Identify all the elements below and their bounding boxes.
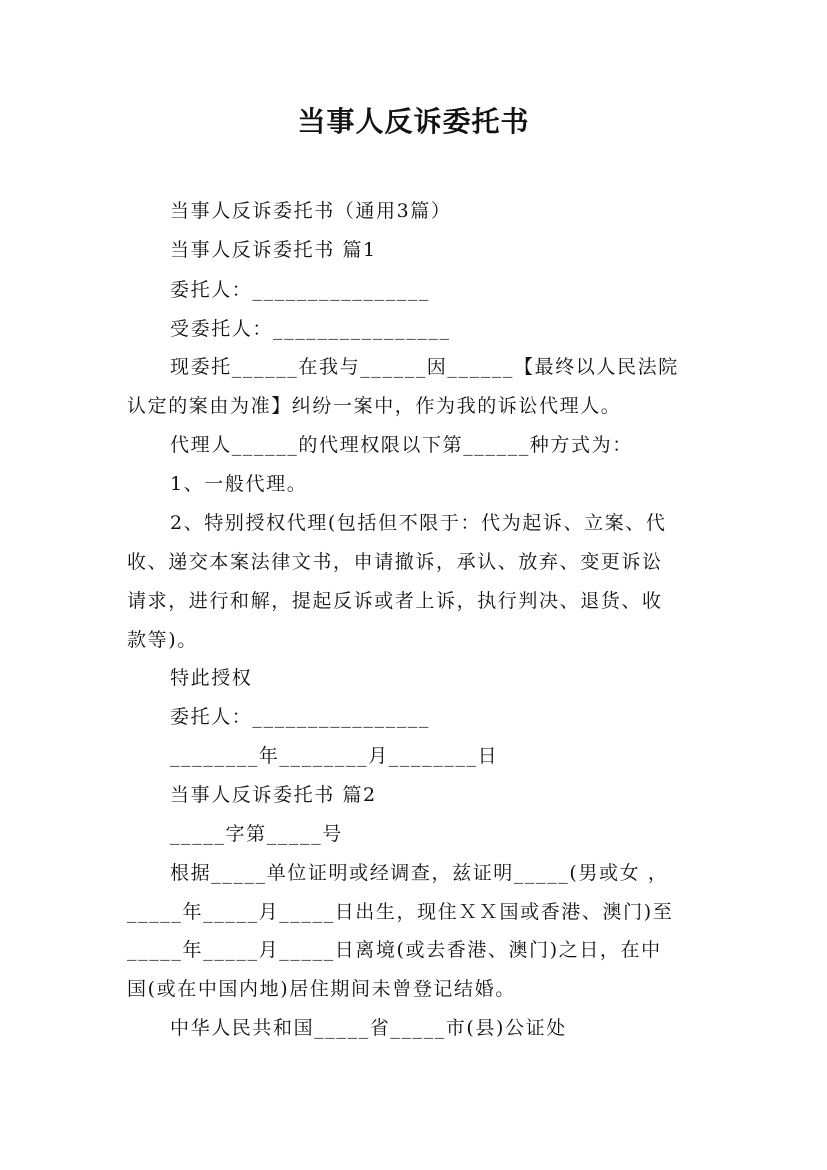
subtitle: 当事人反诉委托书（通用3篇） (170, 200, 452, 222)
principal-line: 委托人：________________ (170, 279, 431, 301)
paragraph-line: 国(或在中国内地)居住期间未曾登记结婚。 (127, 978, 516, 1000)
paragraph-line: 收、递交本案法律文书，申请撤诉，承认、放弃、变更诉讼 (127, 551, 663, 573)
date-line: ________年________月________日 (170, 745, 499, 767)
paragraph-line: 根据_____单位证明或经调查，兹证明_____(男或女 ， (170, 862, 669, 884)
paragraph-line: _____年_____月_____日出生，现住ＸＸ国或香港、澳门)至 (127, 901, 674, 923)
document-title: 当事人反诉委托书 (297, 105, 530, 138)
principal-signature-line: 委托人：________________ (170, 706, 431, 728)
notary-office-line: 中华人民共和国_____省_____市(县)公证处 (170, 1017, 567, 1039)
paragraph-line: _____年_____月_____日离境(或去香港、澳门)之日，在中 (127, 939, 662, 961)
list-item: 1、一般代理。 (170, 473, 308, 495)
paragraph-line: 款等)。 (127, 629, 198, 651)
document-number-line: _____字第_____号 (170, 823, 343, 845)
list-item: 2、特别授权代理(包括但不限于：代为起诉、立案、代 (170, 512, 667, 534)
paragraph-line: 代理人______的代理权限以下第______种方式为： (170, 434, 633, 456)
section-heading-1: 当事人反诉委托书 篇1 (170, 239, 377, 261)
section-heading-2: 当事人反诉委托书 篇2 (170, 784, 377, 806)
paragraph-line: 认定的案由为准】纠纷一案中，作为我的诉讼代理人。 (127, 395, 622, 417)
paragraph-line: 现委托______在我与______因______【最终以人民法院 (170, 356, 679, 378)
paragraph-line: 请求，进行和解，提起反诉或者上诉，执行判决、退货、收 (127, 590, 663, 612)
agent-line: 受委托人：________________ (170, 318, 451, 340)
authorization-line: 特此授权 (170, 667, 253, 689)
